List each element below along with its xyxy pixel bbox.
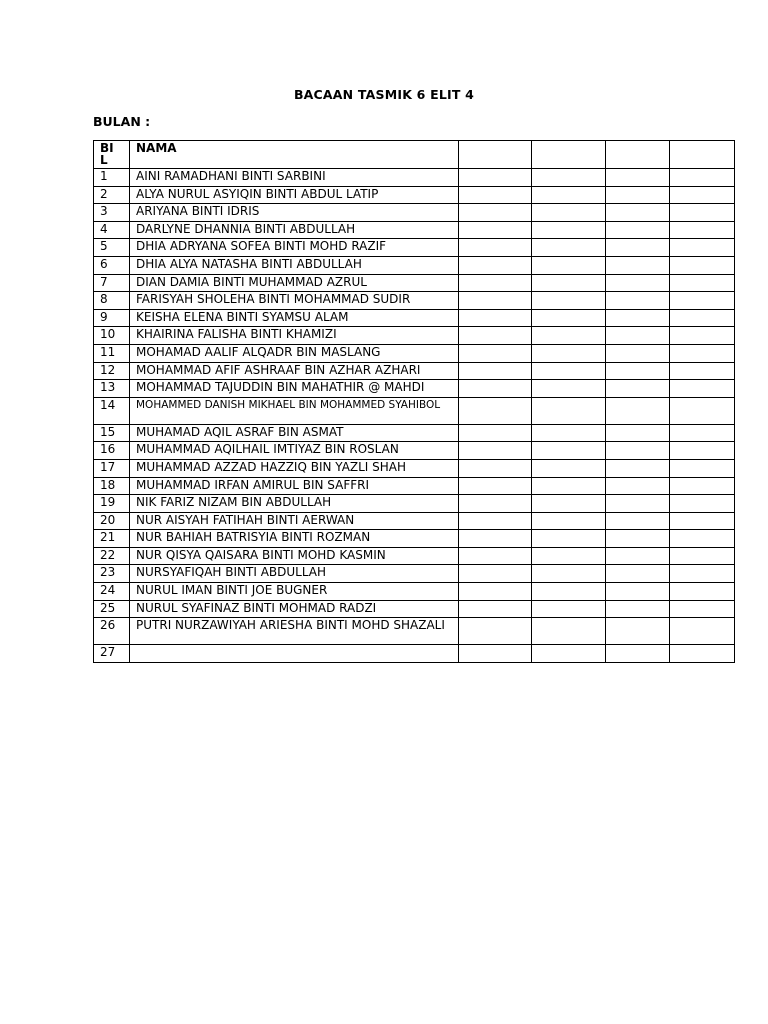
student-name-cell: NUR QISYA QAISARA BINTI MOHD KASMIN xyxy=(130,547,459,565)
record-cell[interactable] xyxy=(670,424,735,442)
record-cell[interactable] xyxy=(459,424,532,442)
table-header-row xyxy=(94,141,735,169)
record-cell[interactable] xyxy=(606,292,670,310)
record-cell[interactable] xyxy=(606,512,670,530)
record-cell[interactable] xyxy=(459,327,532,345)
bulan-label: BULAN : xyxy=(93,114,151,129)
row-number-cell: 4 xyxy=(94,221,130,239)
record-cell[interactable] xyxy=(670,477,735,495)
record-cell[interactable] xyxy=(606,169,670,187)
record-cell[interactable] xyxy=(606,459,670,477)
record-cell[interactable] xyxy=(532,204,606,222)
record-cell[interactable] xyxy=(459,442,532,460)
record-cell[interactable] xyxy=(532,565,606,583)
record-cell[interactable] xyxy=(670,512,735,530)
table-row xyxy=(94,565,735,583)
record-cell[interactable] xyxy=(606,380,670,398)
record-cell[interactable] xyxy=(670,459,735,477)
record-cell[interactable] xyxy=(606,645,670,663)
student-name-cell: DIAN DAMIA BINTI MUHAMMAD AZRUL xyxy=(130,274,459,292)
record-cell[interactable] xyxy=(670,239,735,257)
record-cell[interactable] xyxy=(532,362,606,380)
student-name-cell xyxy=(130,645,459,663)
row-number-cell: 21 xyxy=(94,530,130,548)
record-cell[interactable] xyxy=(532,239,606,257)
record-cell[interactable] xyxy=(606,239,670,257)
record-cell[interactable] xyxy=(532,442,606,460)
row-number-cell: 23 xyxy=(94,565,130,583)
row-number-cell: 24 xyxy=(94,583,130,601)
student-name-cell: MUHAMMAD AZZAD HAZZIQ BIN YAZLI SHAH xyxy=(130,459,459,477)
table-row xyxy=(94,645,735,663)
row-number-cell: 6 xyxy=(94,256,130,274)
row-number-cell: 18 xyxy=(94,477,130,495)
row-number-cell: 10 xyxy=(94,327,130,345)
record-cell[interactable] xyxy=(606,397,670,424)
table-row xyxy=(94,380,735,398)
record-cell[interactable] xyxy=(532,512,606,530)
row-number-cell: 1 xyxy=(94,169,130,187)
record-cell[interactable] xyxy=(532,547,606,565)
student-name-cell: MOHAMAD AALIF ALQADR BIN MASLANG xyxy=(130,344,459,362)
student-name-cell: NUR BAHIAH BATRISYIA BINTI ROZMAN xyxy=(130,530,459,548)
table-row xyxy=(94,442,735,460)
record-cell[interactable] xyxy=(606,477,670,495)
roster-body xyxy=(94,169,735,663)
record-cell[interactable] xyxy=(532,424,606,442)
row-number-cell: 14 xyxy=(94,397,130,424)
record-cell[interactable] xyxy=(459,495,532,513)
record-cell[interactable] xyxy=(459,169,532,187)
record-cell[interactable] xyxy=(532,477,606,495)
record-cell[interactable] xyxy=(670,204,735,222)
document-title: BACAAN TASMIK 6 ELIT 4 xyxy=(293,87,475,102)
record-cell[interactable] xyxy=(459,344,532,362)
record-cell[interactable] xyxy=(670,600,735,618)
record-cell[interactable] xyxy=(532,344,606,362)
row-number-cell: 9 xyxy=(94,309,130,327)
row-number-cell: 16 xyxy=(94,442,130,460)
header-blank-2 xyxy=(532,141,606,169)
student-name-cell: AINI RAMADHANI BINTI SARBINI xyxy=(130,169,459,187)
record-cell[interactable] xyxy=(459,397,532,424)
record-cell[interactable] xyxy=(606,327,670,345)
record-cell[interactable] xyxy=(670,618,735,645)
table-row xyxy=(94,362,735,380)
row-number-cell: 27 xyxy=(94,645,130,663)
student-name-cell: DHIA ALYA NATASHA BINTI ABDULLAH xyxy=(130,256,459,274)
student-name-cell: NURUL SYAFINAZ BINTI MOHMAD RADZI xyxy=(130,600,459,618)
row-number-cell: 3 xyxy=(94,204,130,222)
record-cell[interactable] xyxy=(606,583,670,601)
table-row xyxy=(94,344,735,362)
table-row xyxy=(94,583,735,601)
record-cell[interactable] xyxy=(459,583,532,601)
student-name-cell: NIK FARIZ NIZAM BIN ABDULLAH xyxy=(130,495,459,513)
row-number-cell: 19 xyxy=(94,495,130,513)
record-cell[interactable] xyxy=(670,565,735,583)
record-cell[interactable] xyxy=(459,618,532,645)
row-number-cell: 17 xyxy=(94,459,130,477)
record-cell[interactable] xyxy=(670,530,735,548)
record-cell[interactable] xyxy=(532,169,606,187)
record-cell[interactable] xyxy=(459,221,532,239)
student-name-cell: KEISHA ELENA BINTI SYAMSU ALAM xyxy=(130,309,459,327)
row-number-cell: 8 xyxy=(94,292,130,310)
record-cell[interactable] xyxy=(459,186,532,204)
record-cell[interactable] xyxy=(532,256,606,274)
student-name-cell: NUR AISYAH FATIHAH BINTI AERWAN xyxy=(130,512,459,530)
record-cell[interactable] xyxy=(670,292,735,310)
record-cell[interactable] xyxy=(459,204,532,222)
row-number-cell: 2 xyxy=(94,186,130,204)
row-number-cell: 12 xyxy=(94,362,130,380)
record-cell[interactable] xyxy=(532,495,606,513)
table-row xyxy=(94,274,735,292)
record-cell[interactable] xyxy=(670,256,735,274)
record-cell[interactable] xyxy=(670,344,735,362)
student-name-cell: NURSYAFIQAH BINTI ABDULLAH xyxy=(130,565,459,583)
record-cell[interactable] xyxy=(532,618,606,645)
record-cell[interactable] xyxy=(606,221,670,239)
record-cell[interactable] xyxy=(670,186,735,204)
header-nama: NAMA xyxy=(130,141,459,169)
row-number-cell: 11 xyxy=(94,344,130,362)
student-name-cell: ARIYANA BINTI IDRIS xyxy=(130,204,459,222)
record-cell[interactable] xyxy=(670,221,735,239)
record-cell[interactable] xyxy=(532,459,606,477)
record-cell[interactable] xyxy=(606,565,670,583)
record-cell[interactable] xyxy=(670,397,735,424)
row-number-cell: 15 xyxy=(94,424,130,442)
table-row xyxy=(94,204,735,222)
record-cell[interactable] xyxy=(459,530,532,548)
record-cell[interactable] xyxy=(459,256,532,274)
record-cell[interactable] xyxy=(459,309,532,327)
row-number-cell: 13 xyxy=(94,380,130,398)
table-row xyxy=(94,530,735,548)
record-cell[interactable] xyxy=(606,530,670,548)
student-name-cell: MUHAMAD AQIL ASRAF BIN ASMAT xyxy=(130,424,459,442)
table-row xyxy=(94,292,735,310)
record-cell[interactable] xyxy=(606,344,670,362)
record-cell[interactable] xyxy=(670,495,735,513)
record-cell[interactable] xyxy=(532,397,606,424)
record-cell[interactable] xyxy=(459,547,532,565)
row-number-cell: 7 xyxy=(94,274,130,292)
record-cell[interactable] xyxy=(670,309,735,327)
record-cell[interactable] xyxy=(670,327,735,345)
record-cell[interactable] xyxy=(532,380,606,398)
student-name-cell: FARISYAH SHOLEHA BINTI MOHAMMAD SUDIR xyxy=(130,292,459,310)
row-number-cell: 25 xyxy=(94,600,130,618)
row-number-cell: 5 xyxy=(94,239,130,257)
student-name-cell: MUHAMMAD IRFAN AMIRUL BIN SAFFRI xyxy=(130,477,459,495)
table-row xyxy=(94,186,735,204)
student-name-cell: MOHAMMED DANISH MIKHAEL BIN MOHAMMED SYAHIBOL xyxy=(130,397,459,424)
record-cell[interactable] xyxy=(459,645,532,663)
table-row xyxy=(94,169,735,187)
student-name-cell: MOHAMMAD TAJUDDIN BIN MAHATHIR @ MAHDI xyxy=(130,380,459,398)
record-cell[interactable] xyxy=(459,477,532,495)
record-cell[interactable] xyxy=(606,186,670,204)
student-name-cell: NURUL IMAN BINTI JOE BUGNER xyxy=(130,583,459,601)
record-cell[interactable] xyxy=(459,292,532,310)
record-cell[interactable] xyxy=(606,256,670,274)
student-roster-table xyxy=(93,140,735,663)
record-cell[interactable] xyxy=(459,274,532,292)
record-cell[interactable] xyxy=(532,530,606,548)
table-row xyxy=(94,547,735,565)
record-cell[interactable] xyxy=(606,274,670,292)
table-row xyxy=(94,327,735,345)
record-cell[interactable] xyxy=(670,583,735,601)
record-cell[interactable] xyxy=(670,645,735,663)
record-cell[interactable] xyxy=(459,600,532,618)
record-cell[interactable] xyxy=(532,600,606,618)
student-name-cell: PUTRI NURZAWIYAH ARIESHA BINTI MOHD SHAZALI xyxy=(130,618,459,645)
record-cell[interactable] xyxy=(606,204,670,222)
table-row xyxy=(94,495,735,513)
student-name-cell: ALYA NURUL ASYIQIN BINTI ABDUL LATIP xyxy=(130,186,459,204)
record-cell[interactable] xyxy=(532,292,606,310)
record-cell[interactable] xyxy=(670,547,735,565)
row-number-cell: 20 xyxy=(94,512,130,530)
record-cell[interactable] xyxy=(670,274,735,292)
record-cell[interactable] xyxy=(606,618,670,645)
record-cell[interactable] xyxy=(606,547,670,565)
record-cell[interactable] xyxy=(606,424,670,442)
table-row xyxy=(94,459,735,477)
record-cell[interactable] xyxy=(459,380,532,398)
record-cell[interactable] xyxy=(532,274,606,292)
header-blank-3 xyxy=(606,141,670,169)
header-bil: BIL xyxy=(94,141,130,169)
record-cell[interactable] xyxy=(459,459,532,477)
student-name-cell: MUHAMMAD AQILHAIL IMTIYAZ BIN ROSLAN xyxy=(130,442,459,460)
record-cell[interactable] xyxy=(606,495,670,513)
table-row xyxy=(94,618,735,645)
table-row xyxy=(94,397,735,424)
table-row xyxy=(94,239,735,257)
table-row xyxy=(94,512,735,530)
table-row xyxy=(94,256,735,274)
header-blank-4 xyxy=(670,141,735,169)
student-name-cell: DARLYNE DHANNIA BINTI ABDULLAH xyxy=(130,221,459,239)
record-cell[interactable] xyxy=(670,380,735,398)
record-cell[interactable] xyxy=(459,512,532,530)
record-cell[interactable] xyxy=(532,583,606,601)
table-row xyxy=(94,424,735,442)
record-cell[interactable] xyxy=(670,362,735,380)
record-cell[interactable] xyxy=(532,221,606,239)
record-cell[interactable] xyxy=(606,600,670,618)
record-cell[interactable] xyxy=(606,309,670,327)
record-cell[interactable] xyxy=(670,442,735,460)
table-row xyxy=(94,221,735,239)
record-cell[interactable] xyxy=(459,239,532,257)
record-cell[interactable] xyxy=(532,645,606,663)
student-name-cell: KHAIRINA FALISHA BINTI KHAMIZI xyxy=(130,327,459,345)
student-name-cell: MOHAMMAD AFIF ASHRAAF BIN AZHAR AZHARI xyxy=(130,362,459,380)
record-cell[interactable] xyxy=(606,442,670,460)
header-blank-1 xyxy=(459,141,532,169)
table-row xyxy=(94,600,735,618)
table-row xyxy=(94,477,735,495)
row-number-cell: 22 xyxy=(94,547,130,565)
row-number-cell: 26 xyxy=(94,618,130,645)
record-cell[interactable] xyxy=(459,565,532,583)
record-cell[interactable] xyxy=(532,186,606,204)
record-cell[interactable] xyxy=(606,362,670,380)
record-cell[interactable] xyxy=(532,327,606,345)
record-cell[interactable] xyxy=(670,169,735,187)
record-cell[interactable] xyxy=(532,309,606,327)
record-cell[interactable] xyxy=(459,362,532,380)
student-name-cell: DHIA ADRYANA SOFEA BINTI MOHD RAZIF xyxy=(130,239,459,257)
table-row xyxy=(94,309,735,327)
